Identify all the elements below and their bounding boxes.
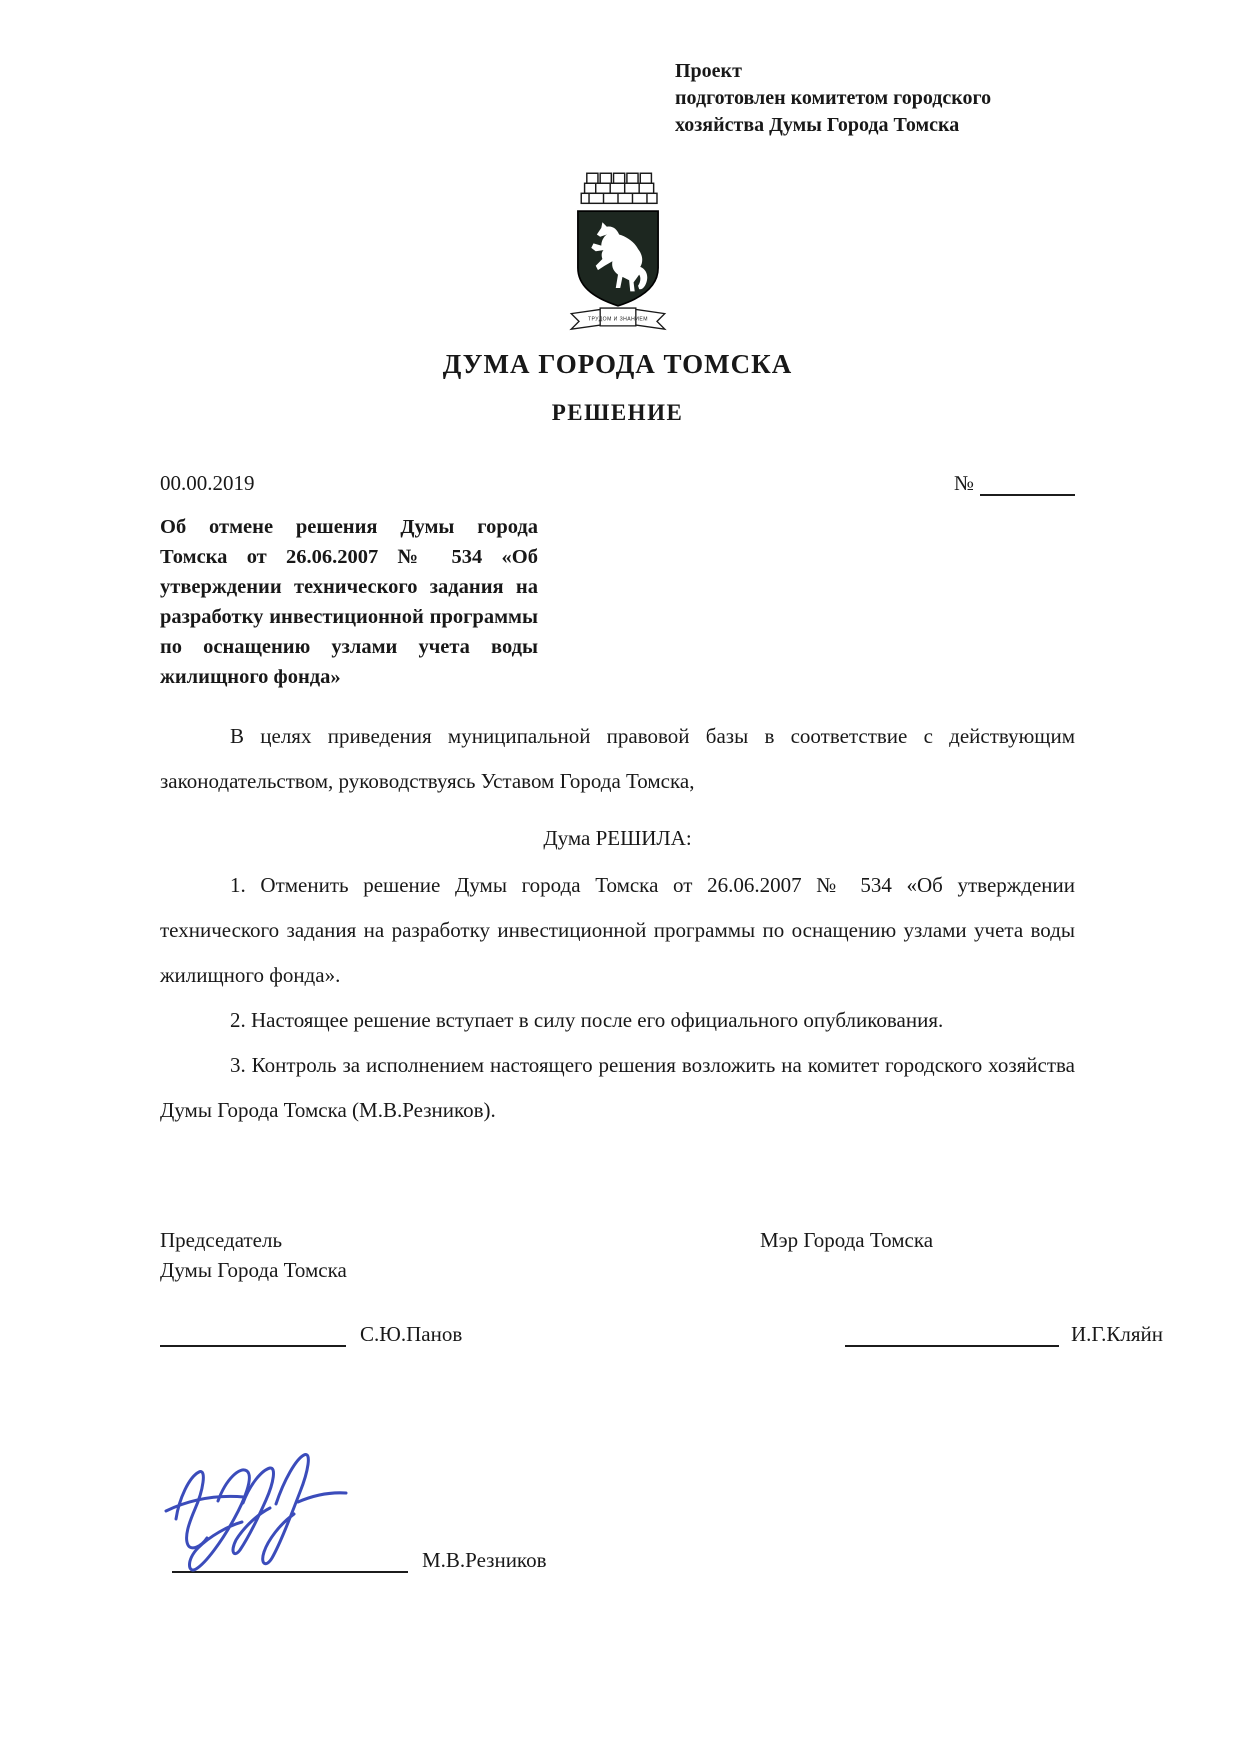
resolution-items [160, 863, 1075, 1133]
committee-signature-block [160, 1543, 1075, 1573]
resolution-item-3: 3. Контроль за исполнением настоящего решения возложить на комитет городского хозяйства Думы Города Томска (М.В.Резников). [160, 1053, 1075, 1122]
doc-number-group [954, 466, 1075, 496]
handwritten-signature-icon [146, 1439, 456, 1599]
resolved-heading: Дума РЕШИЛА: [543, 826, 692, 850]
project-note [675, 58, 1075, 139]
resolution-item-2: 2. Настоящее решение вступает в силу после его официального опубликования. [230, 1008, 944, 1032]
signature-lines-row [160, 1317, 1163, 1347]
mayor-title: Мэр Города Томска [760, 1228, 934, 1252]
mayor-signature-line [845, 1323, 1059, 1347]
mayor-signature-group [845, 1317, 1163, 1347]
project-note-line2: подготовлен комитетом городского [675, 87, 992, 109]
mayor-name: И.Г.Кляйн [1070, 1322, 1163, 1346]
doc-type-title: РЕШЕНИЕ [551, 400, 684, 425]
coat-of-arms-tomsk [160, 161, 1075, 337]
number-label: № [953, 471, 974, 495]
committee-signature-line [172, 1549, 408, 1573]
org-title: ДУМА ГОРОДА ТОМСКА [442, 349, 793, 379]
chairman-name: С.Ю.Панов [360, 1322, 463, 1346]
chairman-title-line1: Председатель [160, 1228, 283, 1252]
signature-titles-row [160, 1225, 1075, 1285]
doc-subject: Об отмене решения Думы города Томска от 26.06.2007 № 534 «Об утверждении технического задания на разработку инвестиционной программы по оснащению узлами учета воды жилищного фонда» [160, 516, 538, 688]
preamble-paragraph: В целях приведения муниципальной правовой базы в соответствие с действующим законодательством, руководствуясь Уставом Города Томска, [160, 724, 1075, 793]
doc-date: 00.00.2019 [160, 471, 255, 495]
emblem-motto: ТРУДОМ И ЗНАНИЕМ [587, 316, 648, 323]
resolution-item-1: 1. Отменить решение Думы города Томска от 26.06.2007 № 534 «Об утверждении технического задания на разработку инвестиционной программы по оснащению узлами учета воды жилищного фонда». [160, 873, 1075, 987]
chairman-signature-group [160, 1317, 462, 1347]
date-number-row [160, 466, 1075, 496]
number-blank-line [980, 472, 1075, 496]
chairman-title [160, 1225, 760, 1285]
project-note-line1: Проект [675, 60, 742, 82]
chairman-title-line2: Думы Города Томска [160, 1258, 347, 1282]
coat-of-arms-icon [551, 161, 685, 337]
mural-crown-icon [581, 173, 657, 203]
chairman-signature-line [160, 1323, 346, 1347]
motto-ribbon-icon [571, 308, 665, 329]
committee-name: М.В.Резников [422, 1548, 547, 1572]
project-note-line3: хозяйства Думы Города Томска [675, 114, 960, 136]
